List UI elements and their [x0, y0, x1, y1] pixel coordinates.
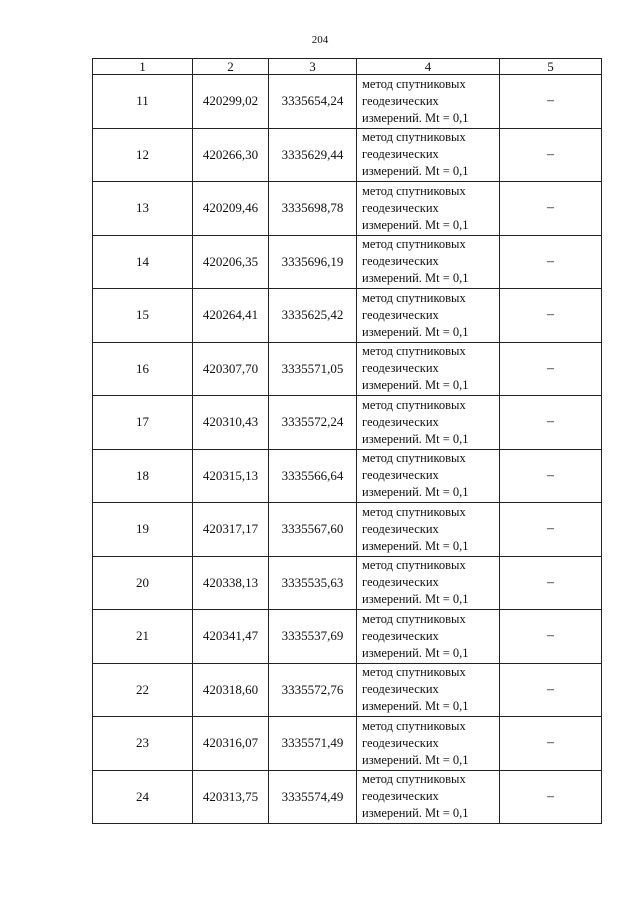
y-coordinate-cell: 3335571,05 — [269, 342, 357, 396]
method-cell — [357, 396, 500, 450]
method-line: геодезических — [362, 682, 439, 697]
note-cell: – — [500, 128, 602, 182]
method-line: геодезических — [362, 361, 439, 376]
method-line: измерений. Mt = 0,1 — [362, 752, 469, 767]
table-row — [93, 556, 602, 610]
note-cell: – — [500, 556, 602, 610]
method-cell — [357, 503, 500, 557]
x-coordinate-cell: 420316,07 — [193, 717, 269, 771]
table-row — [93, 128, 602, 182]
method-line: измерений. Mt = 0,1 — [362, 378, 469, 393]
y-coordinate-cell: 3335654,24 — [269, 75, 357, 129]
method-line: геодезических — [362, 735, 439, 750]
x-coordinate-cell: 420299,02 — [193, 75, 269, 129]
note-cell: – — [500, 289, 602, 343]
x-coordinate-cell: 420315,13 — [193, 449, 269, 503]
method-line: метод спутниковых — [362, 237, 466, 252]
table-header-row — [93, 59, 602, 75]
y-coordinate-cell: 3335574,49 — [269, 770, 357, 824]
method-line: измерений. Mt = 0,1 — [362, 110, 469, 125]
y-coordinate-cell: 3335629,44 — [269, 128, 357, 182]
table-row — [93, 503, 602, 557]
method-cell — [357, 717, 500, 771]
point-number-cell: 19 — [93, 503, 193, 557]
point-number-cell: 12 — [93, 128, 193, 182]
point-number-cell: 20 — [93, 556, 193, 610]
method-line: метод спутниковых — [362, 290, 466, 305]
method-line: геодезических — [362, 200, 439, 215]
x-coordinate-cell: 420264,41 — [193, 289, 269, 343]
x-coordinate-cell: 420313,75 — [193, 770, 269, 824]
method-line: метод спутниковых — [362, 76, 466, 91]
method-line: геодезических — [362, 307, 439, 322]
table-row — [93, 610, 602, 664]
x-coordinate-cell: 420206,35 — [193, 235, 269, 289]
method-cell — [357, 449, 500, 503]
x-coordinate-cell: 420266,30 — [193, 128, 269, 182]
method-line: измерений. Mt = 0,1 — [362, 699, 469, 714]
method-line: метод спутниковых — [362, 344, 466, 359]
table-row — [93, 342, 602, 396]
method-line: геодезических — [362, 93, 439, 108]
column-header: 2 — [193, 59, 269, 75]
point-number-cell: 16 — [93, 342, 193, 396]
table-row — [93, 289, 602, 343]
method-line: измерений. Mt = 0,1 — [362, 806, 469, 821]
y-coordinate-cell: 3335535,63 — [269, 556, 357, 610]
y-coordinate-cell: 3335537,69 — [269, 610, 357, 664]
y-coordinate-cell: 3335571,49 — [269, 717, 357, 771]
x-coordinate-cell: 420310,43 — [193, 396, 269, 450]
table-row — [93, 770, 602, 824]
method-line: геодезических — [362, 628, 439, 643]
note-cell: – — [500, 235, 602, 289]
method-line: геодезических — [362, 521, 439, 536]
note-cell: – — [500, 610, 602, 664]
y-coordinate-cell: 3335698,78 — [269, 182, 357, 236]
method-line: геодезических — [362, 575, 439, 590]
note-cell: – — [500, 396, 602, 450]
table-row — [93, 717, 602, 771]
note-cell: – — [500, 75, 602, 129]
x-coordinate-cell: 420318,60 — [193, 663, 269, 717]
method-cell — [357, 610, 500, 664]
y-coordinate-cell: 3335566,64 — [269, 449, 357, 503]
column-header: 1 — [93, 59, 193, 75]
method-line: метод спутниковых — [362, 665, 466, 680]
method-line: метод спутниковых — [362, 130, 466, 145]
column-header: 3 — [269, 59, 357, 75]
point-number-cell: 15 — [93, 289, 193, 343]
point-number-cell: 22 — [93, 663, 193, 717]
method-line: измерений. Mt = 0,1 — [362, 538, 469, 553]
method-line: геодезических — [362, 414, 439, 429]
method-line: измерений. Mt = 0,1 — [362, 485, 469, 500]
note-cell: – — [500, 770, 602, 824]
table-row — [93, 235, 602, 289]
x-coordinate-cell: 420341,47 — [193, 610, 269, 664]
point-number-cell: 21 — [93, 610, 193, 664]
x-coordinate-cell: 420307,70 — [193, 342, 269, 396]
note-cell: – — [500, 342, 602, 396]
x-coordinate-cell: 420209,46 — [193, 182, 269, 236]
page-number: 204 — [311, 34, 329, 46]
y-coordinate-cell: 3335572,24 — [269, 396, 357, 450]
method-cell — [357, 342, 500, 396]
method-line: измерений. Mt = 0,1 — [362, 324, 469, 339]
method-line: метод спутниковых — [362, 451, 466, 466]
point-number-cell: 23 — [93, 717, 193, 771]
method-line: метод спутниковых — [362, 504, 466, 519]
point-number-cell: 18 — [93, 449, 193, 503]
column-header: 4 — [357, 59, 500, 75]
y-coordinate-cell: 3335567,60 — [269, 503, 357, 557]
method-line: геодезических — [362, 147, 439, 162]
method-cell — [357, 235, 500, 289]
table-row — [93, 449, 602, 503]
table-row — [93, 75, 602, 129]
point-number-cell: 24 — [93, 770, 193, 824]
table-row — [93, 663, 602, 717]
note-cell: – — [500, 717, 602, 771]
point-number-cell: 13 — [93, 182, 193, 236]
method-cell — [357, 770, 500, 824]
method-cell — [357, 182, 500, 236]
note-cell: – — [500, 663, 602, 717]
method-line: измерений. Mt = 0,1 — [362, 592, 469, 607]
table-row — [93, 396, 602, 450]
x-coordinate-cell: 420338,13 — [193, 556, 269, 610]
note-cell: – — [500, 182, 602, 236]
note-cell: – — [500, 503, 602, 557]
method-line: метод спутниковых — [362, 718, 466, 733]
note-cell: – — [500, 449, 602, 503]
method-line: метод спутниковых — [362, 183, 466, 198]
y-coordinate-cell: 3335572,76 — [269, 663, 357, 717]
method-cell — [357, 663, 500, 717]
method-line: геодезических — [362, 789, 439, 804]
method-line: измерений. Mt = 0,1 — [362, 645, 469, 660]
point-number-cell: 11 — [93, 75, 193, 129]
table-row — [93, 182, 602, 236]
method-line: метод спутниковых — [362, 772, 466, 787]
method-line: измерений. Mt = 0,1 — [362, 164, 469, 179]
method-line: метод спутниковых — [362, 558, 466, 573]
method-line: измерений. Mt = 0,1 — [362, 271, 469, 286]
method-cell — [357, 128, 500, 182]
column-header: 5 — [500, 59, 602, 75]
method-line: геодезических — [362, 254, 439, 269]
method-line: метод спутниковых — [362, 611, 466, 626]
y-coordinate-cell: 3335625,42 — [269, 289, 357, 343]
method-cell — [357, 556, 500, 610]
y-coordinate-cell: 3335696,19 — [269, 235, 357, 289]
point-number-cell: 14 — [93, 235, 193, 289]
point-number-cell: 17 — [93, 396, 193, 450]
coordinates-table — [92, 58, 602, 824]
method-cell — [357, 289, 500, 343]
method-line: измерений. Mt = 0,1 — [362, 217, 469, 232]
method-cell — [357, 75, 500, 129]
table-body — [93, 75, 602, 824]
method-line: измерений. Mt = 0,1 — [362, 431, 469, 446]
method-line: геодезических — [362, 468, 439, 483]
method-line: метод спутниковых — [362, 397, 466, 412]
x-coordinate-cell: 420317,17 — [193, 503, 269, 557]
